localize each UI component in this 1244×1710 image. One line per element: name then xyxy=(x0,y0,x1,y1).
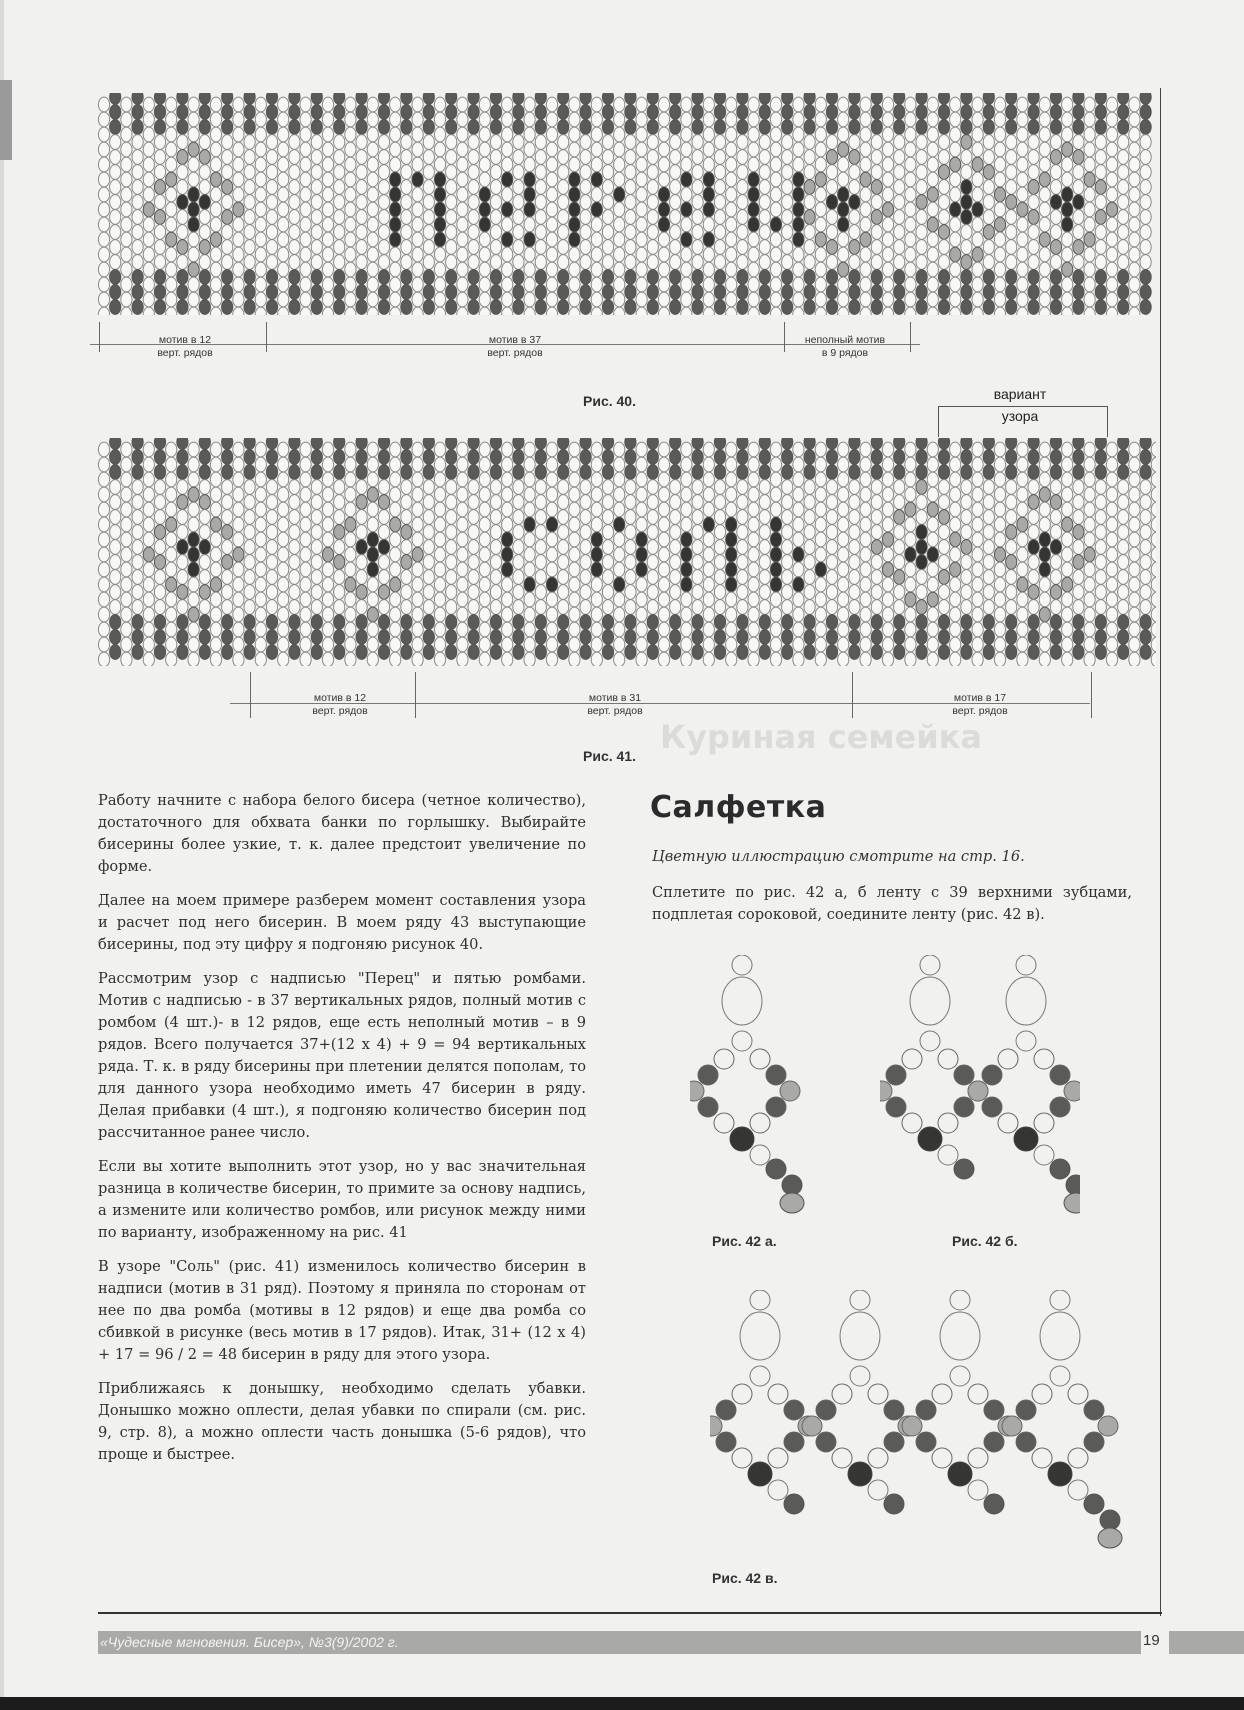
dimension-tick xyxy=(852,672,853,718)
figure-40-bead-grid xyxy=(96,93,1156,315)
dimension-label: мотив в 37 верт. рядов xyxy=(487,334,543,359)
paragraph: В узоре "Соль" (рис. 41) изменилось количество бисерин в надписи (мотив в 31 ряд). Поэтому я приняла по сторонам от нее по два ромба (мотивы в 12 рядов) и еще два ромба со сбивкой в рисунке (весь мотив в 17 рядов). Итак, 31+ (12 х 4) + 17 = 96 / 2 = 48 бисерин в ряду для этого узора. xyxy=(98,1258,586,1363)
dimension-tick xyxy=(1091,672,1092,718)
page-frame-right xyxy=(1160,88,1161,1616)
dimension-label: мотив в 12 верт. рядов xyxy=(157,334,213,359)
dimension-label: мотив в 12 верт. рядов xyxy=(312,692,368,717)
dimension-tick xyxy=(250,672,251,718)
figure-42a-caption: Рис. 42 а. xyxy=(712,1233,777,1249)
variant-label-2: узора xyxy=(1001,408,1039,424)
section-subtitle: Цветную иллюстрацию смотрите на стр. 16. xyxy=(652,848,1025,865)
page-edge-mark xyxy=(0,80,12,160)
figure-42a-diagram xyxy=(690,955,830,1219)
figure-41-caption: Рис. 41. xyxy=(583,748,636,764)
figure-42c-caption: Рис. 42 в. xyxy=(712,1570,778,1586)
bleedthrough-text: Куриная семейка xyxy=(660,718,982,756)
figure-42b-diagram xyxy=(880,955,1080,1219)
footer-publication: «Чудесные мгновения. Бисер», №3(9)/2002 г. xyxy=(100,1634,399,1650)
figure-41-bead-grid xyxy=(96,438,1156,666)
dimension-label: мотив в 31 верт. рядов xyxy=(587,692,643,717)
paragraph: Работу начните с набора белого бисера (четное количество), достаточного для обхвата банки по горлышку. Выбирайте бисерины более узкие, т. к. далее предстоит увеличение по форме. xyxy=(98,792,586,875)
paragraph: Далее на моем примере разберем момент составления узора и расчет под него бисерин. В моем ряду 43 выступающие бисерины, под эту цифру я подгоняю рисунок 40. xyxy=(98,892,586,953)
bottom-rule xyxy=(98,1612,1162,1614)
variant-label: вариант xyxy=(993,386,1047,402)
page-number: 19 xyxy=(1143,1632,1160,1649)
dimension-tick xyxy=(415,672,416,718)
dimension-tick xyxy=(910,322,911,352)
figure-40-caption: Рис. 40. xyxy=(583,393,636,409)
dimension-tick xyxy=(784,322,785,352)
section-instructions: Сплетите по рис. 42 а, б ленту с 39 верхними зубцами, подплетая сороковой, соедините ленту (рис. 42 в). xyxy=(652,884,1132,923)
scan-edge xyxy=(0,1697,1244,1710)
section-title: Салфетка xyxy=(650,790,827,825)
dimension-label: мотив в 17 верт. рядов xyxy=(952,692,1008,717)
paragraph: Рассмотрим узор с надписью "Перец" и пятью ромбами. Мотив с надписью - в 37 вертикальных рядов, полный мотив с ромбом (4 шт.)- в 12 рядов, еще есть неполный мотив – в 9 рядов. Всего получается 37+(12 х 4) + 9 = 94 вертикальных ряда. Т. к. в ряду бисерины при плетении делятся пополам, то для данного узора необходимо иметь 47 бисерин в ряду. Делая прибавки (4 шт.), я подгоняю количество бисерин под рассчитанное ранее число. xyxy=(98,970,586,1141)
dimension-tick xyxy=(266,322,267,352)
figure-42c-diagram xyxy=(710,1290,1130,1554)
article-body-left xyxy=(98,790,586,1478)
dimension-tick xyxy=(99,322,100,352)
figure-42b-caption: Рис. 42 б. xyxy=(952,1233,1018,1249)
page-edge xyxy=(0,0,4,1710)
dimension-label: неполный мотив в 9 рядов xyxy=(804,334,886,359)
paragraph: Если вы хотите выполнить этот узор, но у вас значительная разница в количестве бисерин, то примите за основу надпись, а измените или количество ромбов, или рисунок между ними по варианту, изображенному на рис. 41 xyxy=(98,1158,586,1241)
paragraph: Приближаясь к донышку, необходимо сделать убавки. Донышко можно оплести, делая убавки по спирали (см. рис. 9, стр. 8), а можно оплести часть донышка (5-6 рядов), что проще и быстрее. xyxy=(98,1380,586,1463)
